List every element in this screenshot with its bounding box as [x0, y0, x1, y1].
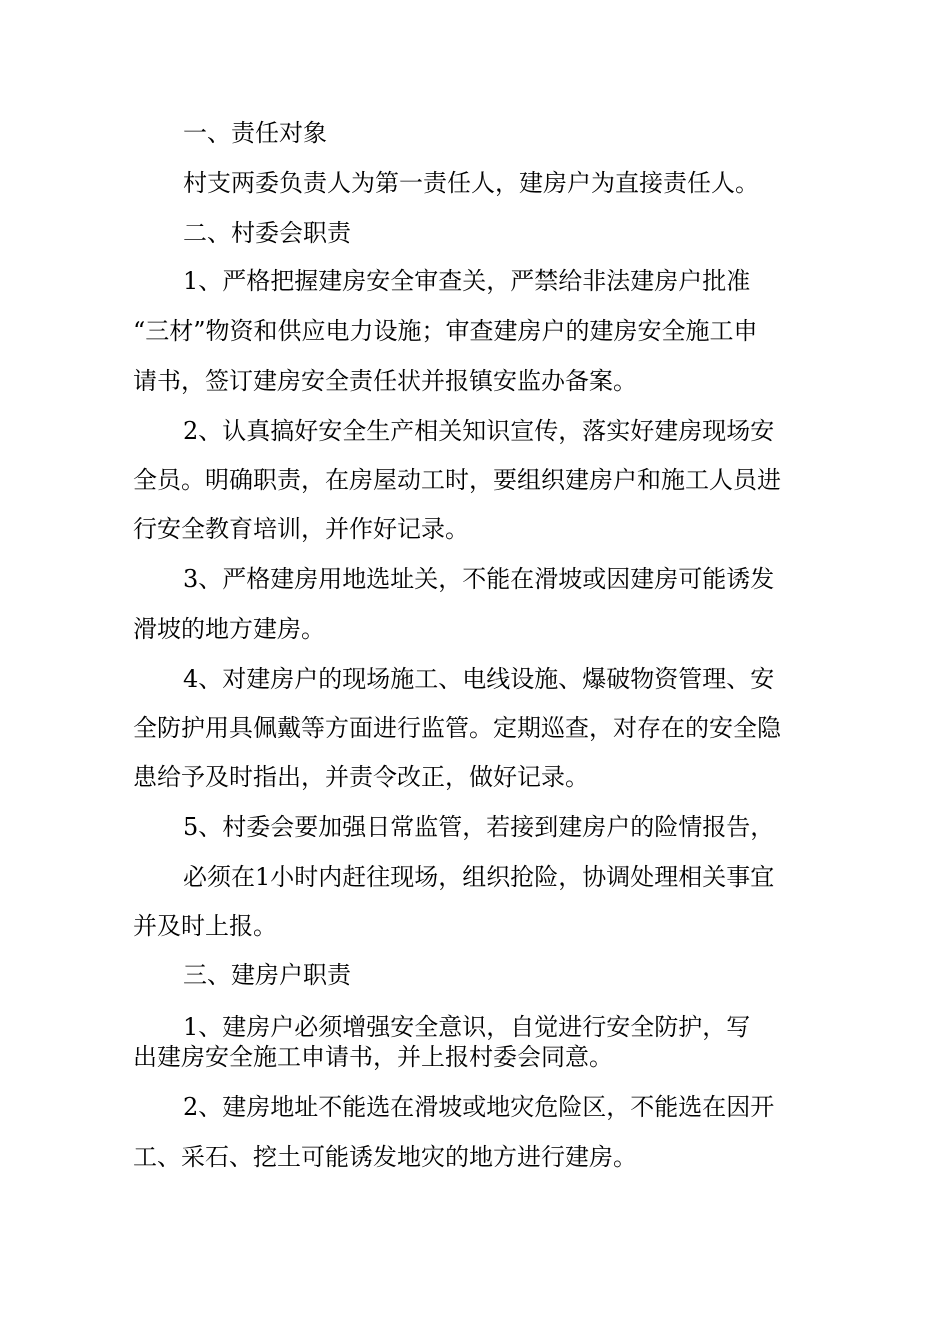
- paragraph-line: 工、采石、挖土可能诱发地灾的地方进行建房。: [133, 1143, 637, 1171]
- paragraph-line: 1、建房户必须增强安全意识，自觉进行安全防护，写: [183, 1013, 751, 1041]
- heading-responsibility-target: 一、责任对象: [183, 119, 327, 147]
- paragraph-line: 5、村委会要加强日常监管，若接到建房户的险情报告，: [183, 813, 775, 841]
- heading-house-builder-duties: 三、建房户职责: [183, 961, 351, 989]
- paragraph-line: 行安全教育培训，并作好记录。: [133, 515, 469, 543]
- paragraph-line: 3、严格建房用地选址关，不能在滑坡或因建房可能诱发: [183, 565, 775, 593]
- paragraph-line: 并及时上报。: [133, 912, 277, 940]
- heading-village-committee-duties: 二、村委会职责: [183, 219, 351, 247]
- paragraph-line: “三材”物资和供应电力设施；审查建房户的建房安全施工申: [133, 317, 758, 345]
- paragraph-line: 请书，签订建房安全责任状并报镇安监办备案。: [133, 367, 637, 395]
- paragraph-line: 全防护用具佩戴等方面进行监管。定期巡查，对存在的安全隐: [133, 714, 781, 742]
- paragraph-line: 滑坡的地方建房。: [133, 615, 325, 643]
- paragraph-line: 患给予及时指出，并责令改正，做好记录。: [133, 763, 589, 791]
- paragraph-line: 2、建房地址不能选在滑坡或地灾危险区，不能选在因开: [183, 1093, 775, 1121]
- paragraph-line: 全员。明确职责，在房屋动工时，要组织建房户和施工人员进: [133, 466, 781, 494]
- paragraph-line: 出建房安全施工申请书，并上报村委会同意。: [133, 1043, 613, 1071]
- paragraph-line: 村支两委负责人为第一责任人，建房户为直接责任人。: [183, 169, 759, 197]
- paragraph-line: 2、认真搞好安全生产相关知识宣传，落实好建房现场安: [183, 417, 775, 445]
- paragraph-line: 4、对建房户的现场施工、电线设施、爆破物资管理、安: [183, 665, 775, 693]
- paragraph-line: 必须在1小时内赶往现场，组织抢险，协调处理相关事宜: [183, 863, 775, 891]
- paragraph-line: 1、严格把握建房安全审查关，严禁给非法建房户批准: [183, 267, 751, 295]
